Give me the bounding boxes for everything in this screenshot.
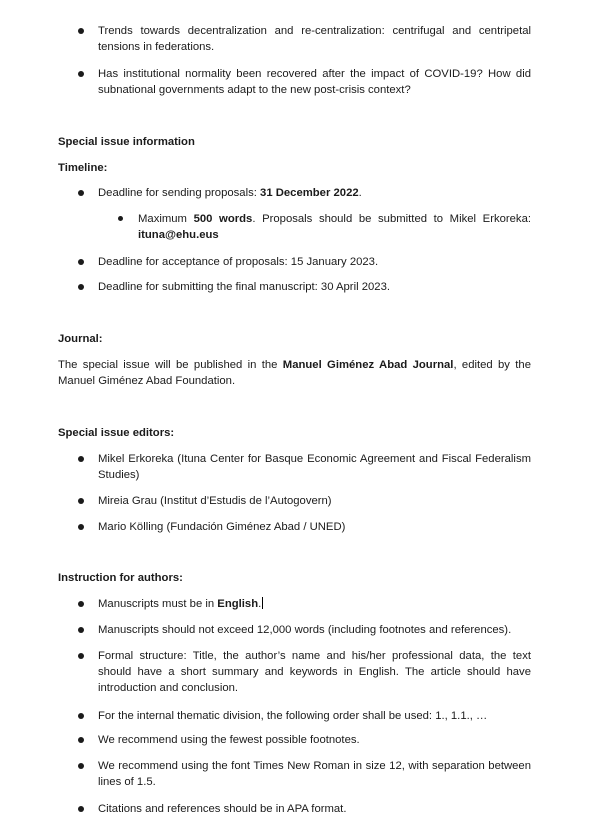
bullet (78, 28, 84, 34)
bullet (78, 653, 84, 659)
list-item: Manuscripts should not exceed 12,000 words (including footnotes and references). (98, 624, 512, 636)
list-item: Citations and references should be in APA format. (98, 803, 347, 815)
list-item: Mikel Erkoreka (Ituna Center for Basque Economic Agreement and Fiscal Federalism Studies) (98, 453, 531, 481)
list-item: Formal structure: Title, the author’s name and his/her professional data, the text should have a short summary and keywords in English. The article should have introduction and conclusion. (98, 650, 531, 694)
list-item: Mireia Grau (Institut d’Estudis de l’Autogovern) (98, 495, 332, 507)
instructions-heading: Instruction for authors: (58, 572, 183, 584)
editors-heading: Special issue editors: (58, 427, 175, 439)
list-item: We recommend using the fewest possible footnotes. (98, 734, 360, 746)
bullet (78, 627, 84, 633)
list-item-english: Manuscripts must be in English. (98, 598, 262, 610)
bullet (78, 190, 84, 196)
bullet (78, 601, 84, 607)
list-item: Mario Kölling (Fundación Giménez Abad / UNED) (98, 521, 346, 533)
list-item-acceptance: Deadline for acceptance of proposals: 15 January 2023. (98, 256, 379, 268)
bullet (78, 524, 84, 530)
section-heading-info: Special issue information (58, 136, 195, 148)
bullet (78, 284, 84, 290)
bullet (78, 498, 84, 504)
list-item-max-words: Maximum 500 words. Proposals should be submitted to Mikel Erkoreka: ituna@ehu.eus (138, 213, 531, 241)
list-item: Has institutional normality been recovered after the impact of COVID-19? How did subnational governments adapt to the new post-crisis context? (98, 68, 531, 96)
bullet (78, 763, 84, 769)
journal-paragraph: The special issue will be published in the Manuel Giménez Abad Journal, edited by the Manuel Giménez Abad Foundation. (58, 359, 531, 387)
text-cursor (262, 597, 263, 609)
bullet (78, 456, 84, 462)
timeline-heading: Timeline: (58, 162, 108, 174)
journal-heading: Journal: (58, 333, 103, 345)
bullet (78, 259, 84, 265)
list-item: We recommend using the font Times New Roman in size 12, with separation between lines of 1.5. (98, 760, 531, 788)
bullet (78, 737, 84, 743)
bullet (78, 713, 84, 719)
list-item-final: Deadline for submitting the final manuscript: 30 April 2023. (98, 281, 390, 293)
bullet (78, 71, 84, 77)
bullet (118, 216, 123, 221)
bullet (78, 806, 84, 812)
list-item: For the internal thematic division, the following order shall be used: 1., 1.1., … (98, 710, 488, 722)
list-item-deadline-proposals: Deadline for sending proposals: 31 December 2022. (98, 187, 362, 199)
list-item: Trends towards decentralization and re-centralization: centrifugal and centripetal tensions in federations. (98, 25, 531, 53)
